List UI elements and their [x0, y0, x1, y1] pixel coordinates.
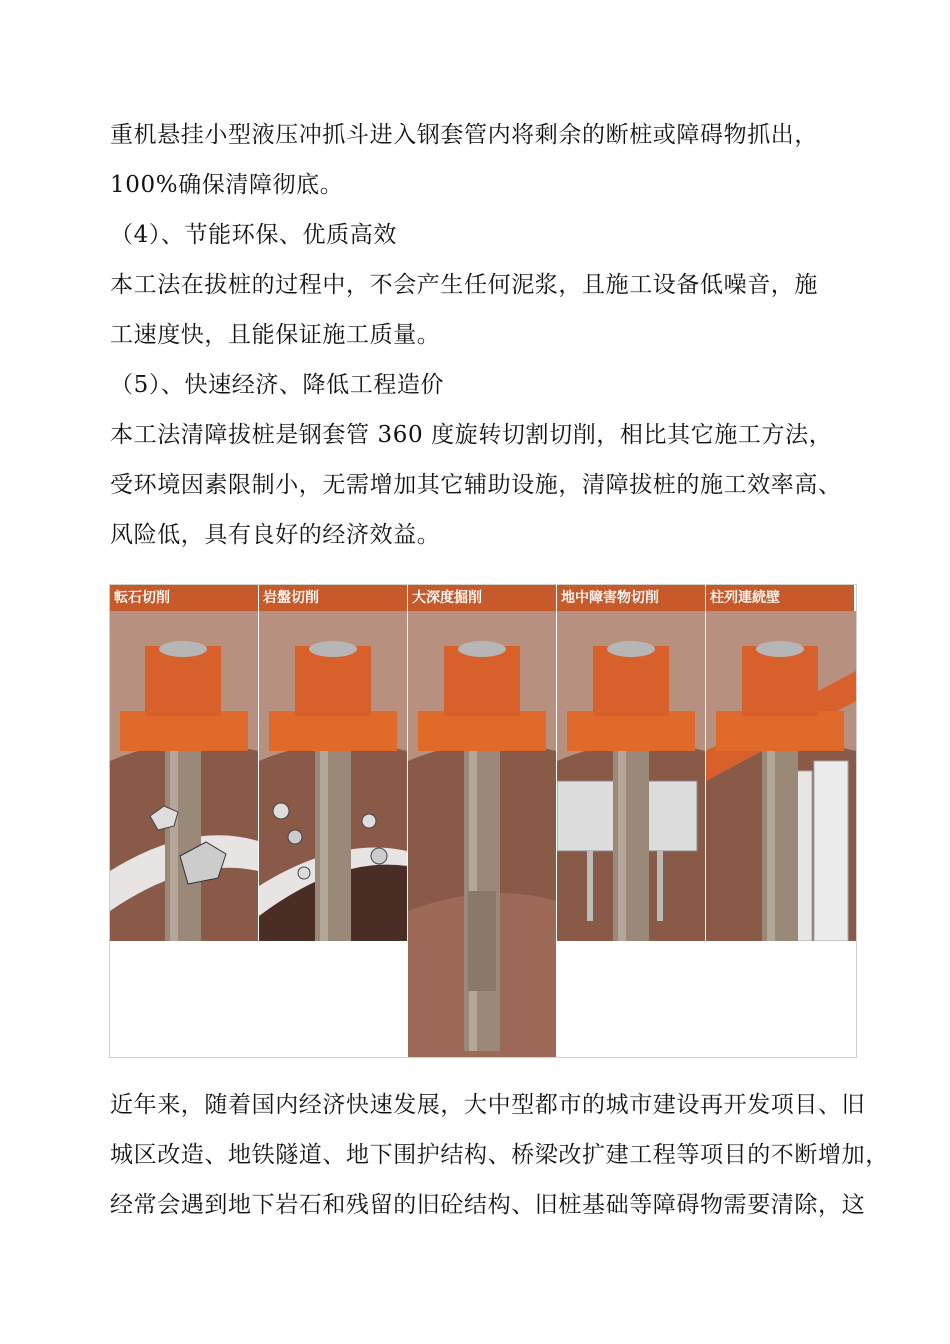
section-heading: （5）、快速经济、降低工程造价: [110, 372, 445, 398]
figure-panel-boulder-cutting: [110, 585, 258, 941]
panel-title: 岩盤切削: [259, 585, 407, 611]
panel-title: 地中障害物切削: [557, 585, 705, 611]
panel-title: 柱列連続壁: [706, 585, 854, 611]
panel-title: 転石切削: [110, 585, 258, 611]
bedrock-cutting-illustration: [259, 611, 407, 941]
paragraph-line: 经常会遇到地下岩石和残留的旧砼结构、旧桩基础等障碍物需要清除，这: [110, 1192, 866, 1218]
section-heading: （4）、节能环保、优质高效: [110, 222, 397, 248]
paragraph-line: 风险低，具有良好的经济效益。: [110, 522, 441, 548]
boulder-cutting-illustration: [110, 611, 258, 941]
paragraph-line: 重机悬挂小型液压冲抓斗进入钢套管内将剩余的断桩或障碍物抓出，: [110, 122, 818, 148]
deep-excavation-illustration: [408, 611, 556, 1057]
panel-title: 大深度掘削: [408, 585, 556, 611]
paragraph-line: 工速度快，且能保证施工质量。: [110, 322, 441, 348]
figure-panel-bedrock-cutting: [259, 585, 407, 941]
figure-panel-obstacle-cutting: [557, 585, 705, 941]
paragraph-line: 受环境因素限制小，无需增加其它辅助设施，清障拔桩的施工效率高、: [110, 472, 842, 498]
paragraph-line: 城区改造、地铁隧道、地下围护结构、桥梁改扩建工程等项目的不断增加，: [110, 1142, 889, 1168]
paragraph-line: 本工法清障拔桩是钢套管 360 度旋转切割切削，相比其它施工方法，: [110, 422, 833, 448]
figure-panel-deep-excavation: [408, 585, 556, 1057]
paragraph-line: 100%确保清障彻底。: [110, 172, 344, 198]
paragraph-line: 近年来，随着国内经济快速发展，大中型都市的城市建设再开发项目、旧: [110, 1092, 866, 1118]
figure-panel-column-wall: [706, 585, 856, 941]
paragraph-line: 本工法在拔桩的过程中，不会产生任何泥浆，且施工设备低噪音，施: [110, 272, 818, 298]
obstacle-cutting-illustration: [557, 611, 705, 941]
column-wall-illustration: [706, 611, 856, 941]
construction-method-figure: [109, 584, 857, 1058]
